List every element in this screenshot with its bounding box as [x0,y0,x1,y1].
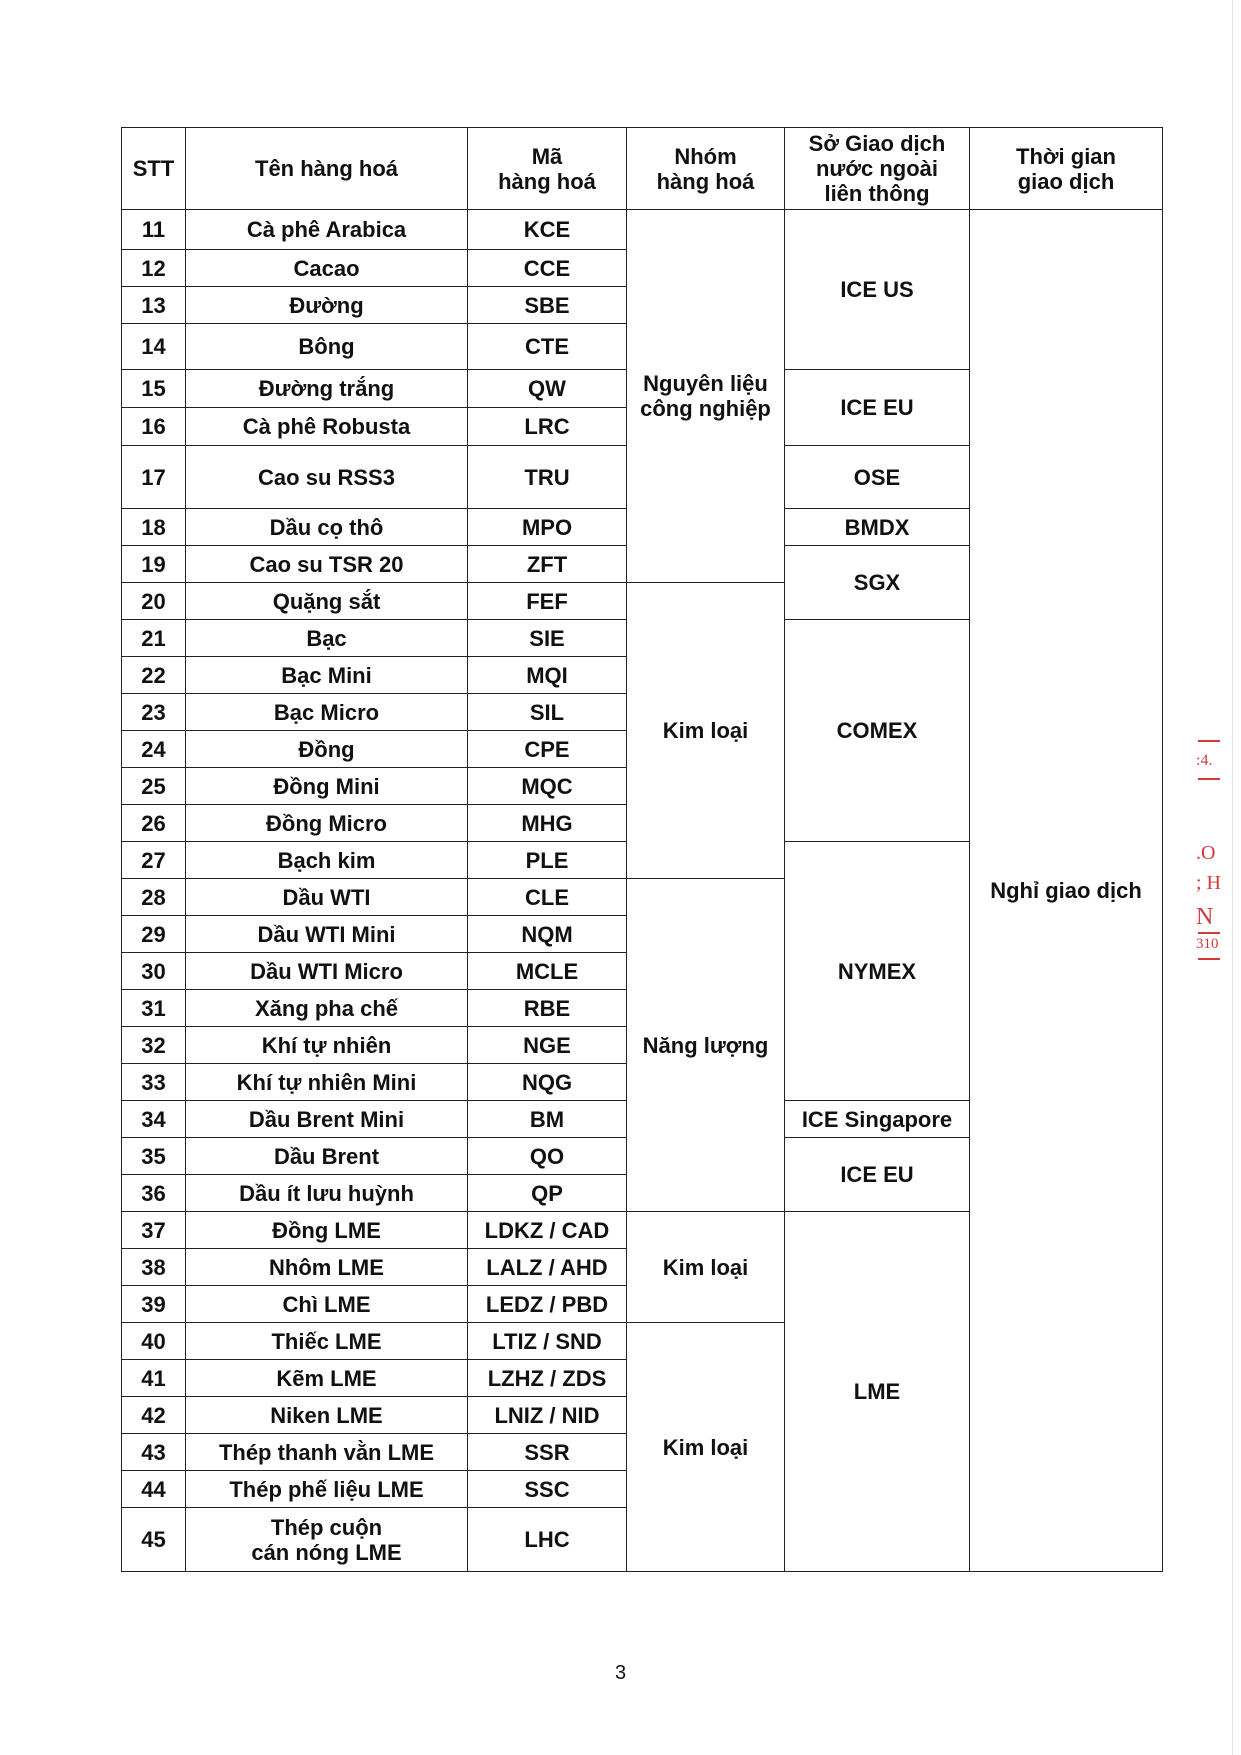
page-number: 3 [614,1662,627,1684]
header-exchange-line-2: nước ngoài [815,156,939,181]
name-cell: Thiếc LME [186,1323,468,1360]
exchange-cell-ose: OSE [785,446,970,509]
exchange-cell-comex: COMEX [785,620,970,842]
name-cell: Nhôm LME [186,1249,468,1286]
code-cell: KCE [468,210,627,250]
stt-cell: 34 [122,1101,186,1138]
code-cell: LRC [468,408,627,446]
name-cell: Cao su RSS3 [186,446,468,509]
stt-cell: 16 [122,408,186,446]
code-cell: CPE [468,731,627,768]
stamp-text: .O [1196,842,1216,864]
header-name-label: Tên hàng hoá [255,156,398,181]
exchange-cell-bmdx: BMDX [785,509,970,546]
name-cell: Đồng Mini [186,768,468,805]
name-cell: Đồng LME [186,1212,468,1249]
stt-cell: 17 [122,446,186,509]
stt-cell: 12 [122,250,186,287]
code-cell: LNIZ / NID [468,1397,627,1434]
code-cell: TRU [468,446,627,509]
header-stt [122,128,186,210]
exchange-cell-sgx: SGX [785,546,970,620]
stt-cell: 40 [122,1323,186,1360]
header-group-line-1: Nhóm [674,143,737,169]
header-time-line-2: giao dịch [1017,168,1115,194]
name-cell: Thép thanh vằn LME [186,1434,468,1471]
stt-cell: 22 [122,657,186,694]
name-cell: Quặng sắt [186,583,468,620]
stt-cell: 18 [122,509,186,546]
stamp-text: N [1196,904,1214,930]
stt-cell: 25 [122,768,186,805]
stamp-line [1198,740,1220,742]
code-cell: NQM [468,916,627,953]
code-cell: LZHZ / ZDS [468,1360,627,1397]
stt-cell: 13 [122,287,186,324]
group-cell-metals: Kim loại [627,1323,785,1572]
stt-cell: 23 [122,694,186,731]
header-name [186,128,468,210]
stt-cell: 44 [122,1471,186,1508]
table-row [122,210,1163,250]
stamp-text: 310 [1196,936,1219,952]
name-cell: Cà phê Arabica [186,210,468,250]
exchange-cell-lme: LME [785,1212,970,1572]
stt-cell: 24 [122,731,186,768]
name-cell: Cacao [186,250,468,287]
stt-cell: 27 [122,842,186,879]
name-cell: Đồng [186,731,468,768]
name-cell: Dầu Brent [186,1138,468,1175]
name-cell: Dầu ít lưu huỳnh [186,1175,468,1212]
red-stamp-fragment [1196,732,1236,962]
code-cell: LTIZ / SND [468,1323,627,1360]
exchange-cell-ice-eu: ICE EU [785,1138,970,1212]
code-cell: NQG [468,1064,627,1101]
stt-cell: 19 [122,546,186,583]
header-time-line-1: Thời gian [1016,143,1116,169]
name-cell: Bạch kim [186,842,468,879]
code-cell: SIL [468,694,627,731]
name-cell: Dầu WTI Mini [186,916,468,953]
exchange-cell-ice-us: ICE US [785,210,970,370]
stt-cell: 38 [122,1249,186,1286]
name-cell: Dầu WTI Micro [186,953,468,990]
name-cell: Đồng Micro [186,805,468,842]
stamp-text: ; H [1196,872,1221,894]
header-exchange-line-1: Sở Giao dịch [808,131,946,156]
code-cell: MQC [468,768,627,805]
stt-cell: 14 [122,324,186,370]
group-cell-metals: Kim loại [627,583,785,879]
name-cell: Dầu cọ thô [186,509,468,546]
stt-cell: 35 [122,1138,186,1175]
code-cell: FEF [468,583,627,620]
stt-cell: 42 [122,1397,186,1434]
exchange-cell-ice-eu: ICE EU [785,370,970,446]
code-cell: QW [468,370,627,408]
stt-cell: 43 [122,1434,186,1471]
code-cell: SIE [468,620,627,657]
header-trading-time [970,128,1163,210]
header-exchange [785,128,970,210]
code-cell: LEDZ / PBD [468,1286,627,1323]
name-cell: Chì LME [186,1286,468,1323]
code-cell: CLE [468,879,627,916]
trading-time-cell: Nghỉ giao dịch [970,210,1163,1572]
name-cell: Bạc [186,620,468,657]
stt-cell: 31 [122,990,186,1027]
stt-cell: 32 [122,1027,186,1064]
code-cell: SSC [468,1471,627,1508]
stt-cell: 30 [122,953,186,990]
code-cell: LDKZ / CAD [468,1212,627,1249]
stt-cell: 11 [122,210,186,250]
stt-cell: 26 [122,805,186,842]
group-industrial-line-2: công nghiệp [640,396,771,421]
code-cell: ZFT [468,546,627,583]
name-cell [186,1508,468,1572]
stt-cell: 37 [122,1212,186,1249]
name-cell: Bạc Micro [186,694,468,731]
code-cell: CTE [468,324,627,370]
name-cell: Dầu Brent Mini [186,1101,468,1138]
code-cell: MHG [468,805,627,842]
stt-cell: 29 [122,916,186,953]
name-cell: Đường trắng [186,370,468,408]
name-cell: Bạc Mini [186,657,468,694]
header-exchange-line-3: liên thông [824,181,930,206]
name-cell: Đường [186,287,468,324]
name-cell: Khí tự nhiên [186,1027,468,1064]
group-cell-energy: Năng lượng [627,879,785,1212]
code-cell: LALZ / AHD [468,1249,627,1286]
name-cell: Xăng pha chế [186,990,468,1027]
stt-cell: 15 [122,370,186,408]
stt-cell: 21 [122,620,186,657]
page-edge-line [1232,0,1233,1755]
name-line-2: cán nóng LME [251,1539,402,1565]
stamp-line [1198,958,1220,960]
code-cell: SBE [468,287,627,324]
exchange-cell-nymex: NYMEX [785,842,970,1101]
stamp-line [1198,932,1220,934]
stamp-text: :4. [1196,752,1213,769]
name-cell: Niken LME [186,1397,468,1434]
code-cell: MQI [468,657,627,694]
code-cell: NGE [468,1027,627,1064]
header-code-line-1: Mã [531,143,563,169]
exchange-cell-ice-singapore: ICE Singapore [785,1101,970,1138]
table-header-row [122,128,1163,210]
group-industrial-line-1: Nguyên liệu [643,371,768,396]
stt-cell: 33 [122,1064,186,1101]
name-cell: Thép phế liệu LME [186,1471,468,1508]
stt-cell: 45 [122,1508,186,1572]
group-cell-metals: Kim loại [627,1212,785,1323]
code-cell: RBE [468,990,627,1027]
stt-cell: 28 [122,879,186,916]
name-cell: Bông [186,324,468,370]
name-cell: Kẽm LME [186,1360,468,1397]
header-stt-label: STT [132,156,175,181]
stt-cell: 41 [122,1360,186,1397]
code-cell: BM [468,1101,627,1138]
code-cell: MPO [468,509,627,546]
stt-cell: 39 [122,1286,186,1323]
code-cell: QP [468,1175,627,1212]
code-cell: CCE [468,250,627,287]
code-cell: MCLE [468,953,627,990]
name-line-1: Thép cuộn [270,1514,383,1540]
header-group [627,128,785,210]
code-cell: QO [468,1138,627,1175]
name-cell: Cà phê Robusta [186,408,468,446]
stamp-line [1198,778,1220,780]
code-cell: LHC [468,1508,627,1572]
header-group-line-2: hàng hoá [656,168,755,194]
header-code [468,128,627,210]
name-cell: Dầu WTI [186,879,468,916]
name-cell: Cao su TSR 20 [186,546,468,583]
code-cell: SSR [468,1434,627,1471]
code-cell: PLE [468,842,627,879]
name-cell: Khí tự nhiên Mini [186,1064,468,1101]
stt-cell: 20 [122,583,186,620]
group-cell-industrial [627,210,785,583]
stt-cell: 36 [122,1175,186,1212]
commodity-table [121,127,1163,1572]
header-code-line-2: hàng hoá [498,168,596,194]
